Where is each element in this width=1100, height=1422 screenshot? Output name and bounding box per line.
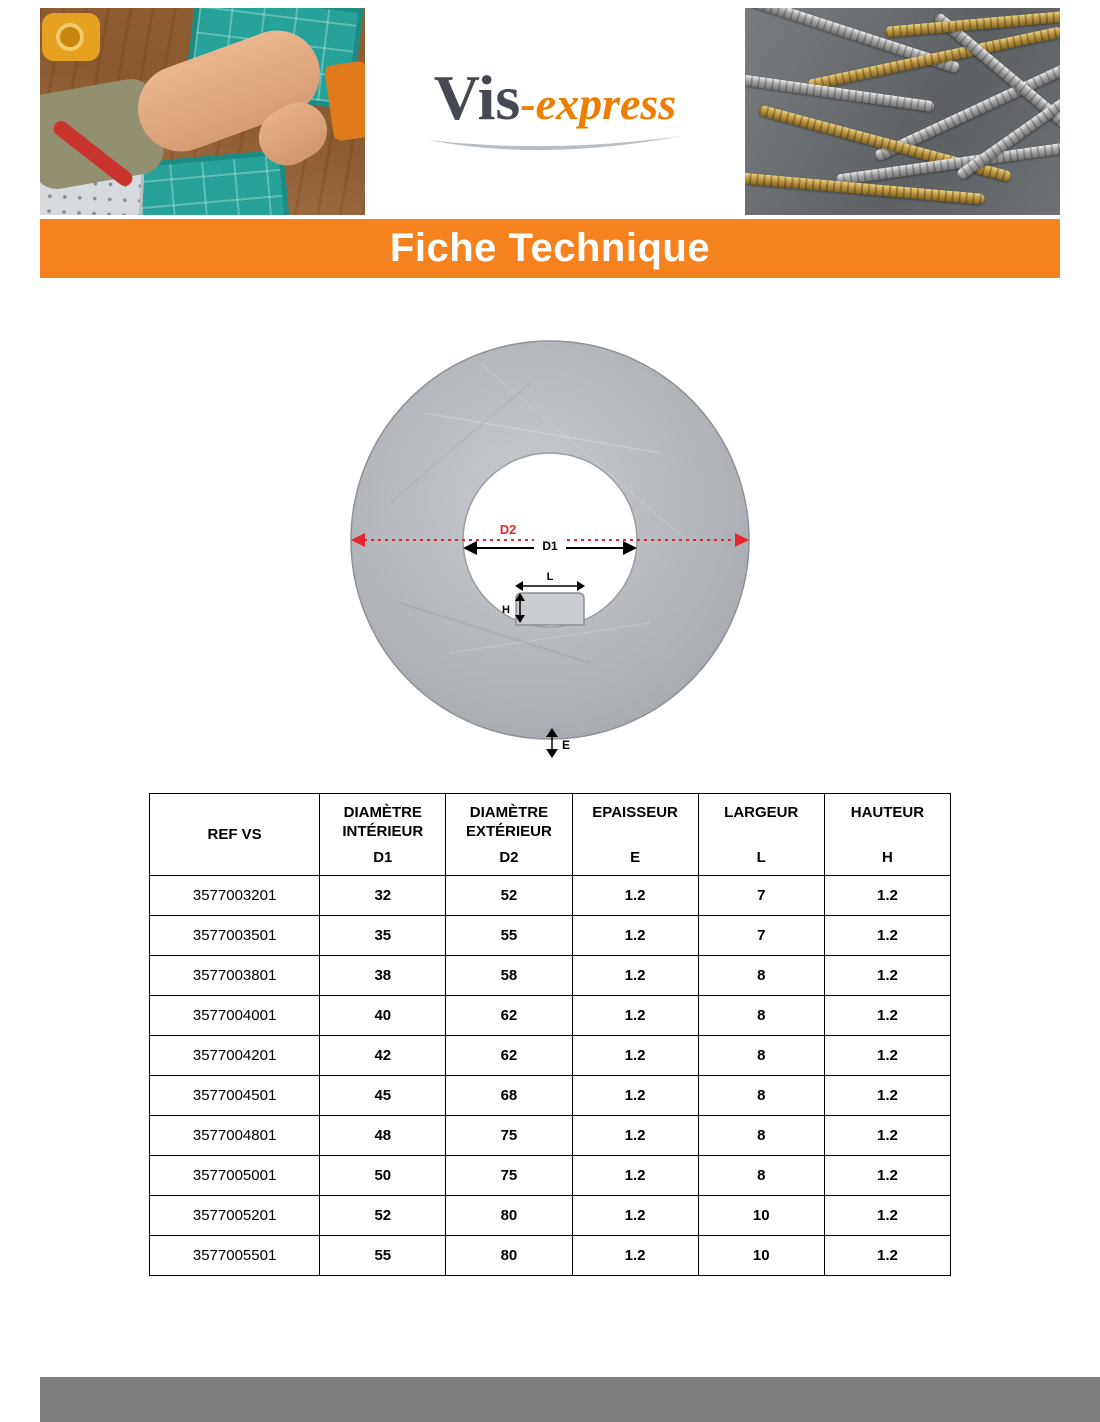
h-cell: 1.2 bbox=[824, 1036, 950, 1076]
spec-table-body bbox=[150, 876, 951, 1276]
spec-table bbox=[149, 793, 951, 1276]
l-cell: 8 bbox=[698, 996, 824, 1036]
ref-cell: 3577004001 bbox=[150, 996, 320, 1036]
d1-cell: 42 bbox=[320, 1036, 446, 1076]
e-arrowhead-bottom bbox=[546, 749, 558, 758]
col-header-d1 bbox=[320, 794, 446, 876]
header bbox=[40, 8, 1060, 215]
e-cell: 1.2 bbox=[572, 916, 698, 956]
e-cell: 1.2 bbox=[572, 996, 698, 1036]
table-header-row bbox=[150, 794, 951, 876]
ref-cell: 3577005201 bbox=[150, 1196, 320, 1236]
banner-title: Fiche Technique bbox=[40, 219, 1060, 278]
e-cell: 1.2 bbox=[572, 876, 698, 916]
col-header-label: INTÉRIEUR bbox=[342, 822, 424, 840]
col-header-label: LARGEUR bbox=[724, 803, 799, 821]
h-label: H bbox=[502, 604, 510, 616]
d1-cell: 35 bbox=[320, 916, 446, 956]
footer-bar bbox=[40, 1377, 1100, 1422]
spec-table-head bbox=[150, 794, 951, 876]
col-header-unit: D2 bbox=[499, 848, 519, 866]
l-cell: 8 bbox=[698, 1036, 824, 1076]
e-cell: 1.2 bbox=[572, 1156, 698, 1196]
table-row bbox=[150, 916, 951, 956]
d1-cell: 32 bbox=[320, 876, 446, 916]
d2-cell: 62 bbox=[446, 1036, 572, 1076]
d2-cell: 68 bbox=[446, 1076, 572, 1116]
header-photo-left bbox=[40, 8, 365, 215]
e-cell: 1.2 bbox=[572, 1196, 698, 1236]
ref-cell: 3577005501 bbox=[150, 1236, 320, 1276]
l-cell: 10 bbox=[698, 1196, 824, 1236]
logo-express: -express bbox=[520, 77, 677, 129]
h-cell: 1.2 bbox=[824, 1196, 950, 1236]
d2-cell: 80 bbox=[446, 1196, 572, 1236]
d2-cell: 75 bbox=[446, 1156, 572, 1196]
l-cell: 8 bbox=[698, 1116, 824, 1156]
table-row bbox=[150, 1116, 951, 1156]
table-row bbox=[150, 1156, 951, 1196]
d1-label: D1 bbox=[542, 539, 558, 553]
table-row bbox=[150, 1196, 951, 1236]
col-header-label: REF VS bbox=[207, 826, 262, 843]
h-cell: 1.2 bbox=[824, 996, 950, 1036]
col-header-label: HAUTEUR bbox=[850, 803, 925, 821]
l-cell: 8 bbox=[698, 1156, 824, 1196]
e-cell: 1.2 bbox=[572, 1036, 698, 1076]
ref-cell: 3577004501 bbox=[150, 1076, 320, 1116]
d1-cell: 45 bbox=[320, 1076, 446, 1116]
d2-label: D2 bbox=[499, 522, 517, 537]
col-header-unit: E bbox=[630, 848, 641, 866]
h-cell: 1.2 bbox=[824, 876, 950, 916]
d1-cell: 48 bbox=[320, 1116, 446, 1156]
col-header-label: DIAMÈTRE bbox=[469, 803, 549, 821]
h-cell: 1.2 bbox=[824, 1156, 950, 1196]
l-cell: 8 bbox=[698, 1076, 824, 1116]
logo-vis: Vis bbox=[433, 61, 521, 133]
col-header-label: DIAMÈTRE bbox=[343, 803, 422, 821]
tape-measure-reel bbox=[56, 23, 84, 51]
e-label: E bbox=[562, 738, 571, 752]
col-header-e bbox=[572, 794, 698, 876]
col-header-unit: D1 bbox=[373, 848, 393, 866]
h-cell: 1.2 bbox=[824, 916, 950, 956]
washer-diagram-svg bbox=[330, 323, 770, 768]
ref-cell: 3577003501 bbox=[150, 916, 320, 956]
table-row bbox=[150, 956, 951, 996]
ref-cell: 3577003201 bbox=[150, 876, 320, 916]
washer-diagram bbox=[0, 323, 1100, 773]
header-photo-right bbox=[745, 8, 1060, 215]
screw-shape bbox=[835, 141, 1060, 185]
ref-cell: 3577004201 bbox=[150, 1036, 320, 1076]
col-header-unit: H bbox=[881, 848, 893, 866]
col-header-label bbox=[699, 822, 824, 841]
l-label: L bbox=[546, 571, 554, 583]
e-cell: 1.2 bbox=[572, 1236, 698, 1276]
col-header-label: EXTÉRIEUR bbox=[466, 822, 552, 840]
col-header-d2 bbox=[446, 794, 572, 876]
washer-tab bbox=[516, 593, 584, 625]
l-cell: 7 bbox=[698, 916, 824, 956]
table-row bbox=[150, 1076, 951, 1116]
logo-text bbox=[433, 61, 677, 133]
l-cell: 10 bbox=[698, 1236, 824, 1276]
logo bbox=[365, 8, 745, 215]
d2-cell: 55 bbox=[446, 916, 572, 956]
e-cell: 1.2 bbox=[572, 1076, 698, 1116]
h-cell: 1.2 bbox=[824, 1116, 950, 1156]
l-cell: 7 bbox=[698, 876, 824, 916]
d2-cell: 62 bbox=[446, 996, 572, 1036]
col-header-unit: L bbox=[756, 848, 766, 866]
e-cell: 1.2 bbox=[572, 1116, 698, 1156]
d2-cell: 52 bbox=[446, 876, 572, 916]
d1-cell: 52 bbox=[320, 1196, 446, 1236]
l-cell: 8 bbox=[698, 956, 824, 996]
e-cell: 1.2 bbox=[572, 956, 698, 996]
d2-cell: 80 bbox=[446, 1236, 572, 1276]
col-header-label bbox=[573, 822, 698, 841]
d1-cell: 40 bbox=[320, 996, 446, 1036]
col-header-label bbox=[825, 822, 950, 841]
col-header-label: EPAISSEUR bbox=[592, 803, 678, 821]
table-row bbox=[150, 1036, 951, 1076]
table-row bbox=[150, 1236, 951, 1276]
ref-cell: 3577003801 bbox=[150, 956, 320, 996]
col-header-ref bbox=[150, 794, 320, 876]
table-row bbox=[150, 996, 951, 1036]
col-header-l bbox=[698, 794, 824, 876]
ref-cell: 3577005001 bbox=[150, 1156, 320, 1196]
logo-swoosh bbox=[420, 132, 690, 158]
d1-cell: 55 bbox=[320, 1236, 446, 1276]
ref-cell: 3577004801 bbox=[150, 1116, 320, 1156]
table-row bbox=[150, 876, 951, 916]
h-cell: 1.2 bbox=[824, 1076, 950, 1116]
d2-cell: 75 bbox=[446, 1116, 572, 1156]
d2-cell: 58 bbox=[446, 956, 572, 996]
d1-cell: 38 bbox=[320, 956, 446, 996]
col-header-h bbox=[824, 794, 950, 876]
tape-measure-shape bbox=[42, 13, 100, 61]
h-cell: 1.2 bbox=[824, 956, 950, 996]
d1-cell: 50 bbox=[320, 1156, 446, 1196]
h-cell: 1.2 bbox=[824, 1236, 950, 1276]
